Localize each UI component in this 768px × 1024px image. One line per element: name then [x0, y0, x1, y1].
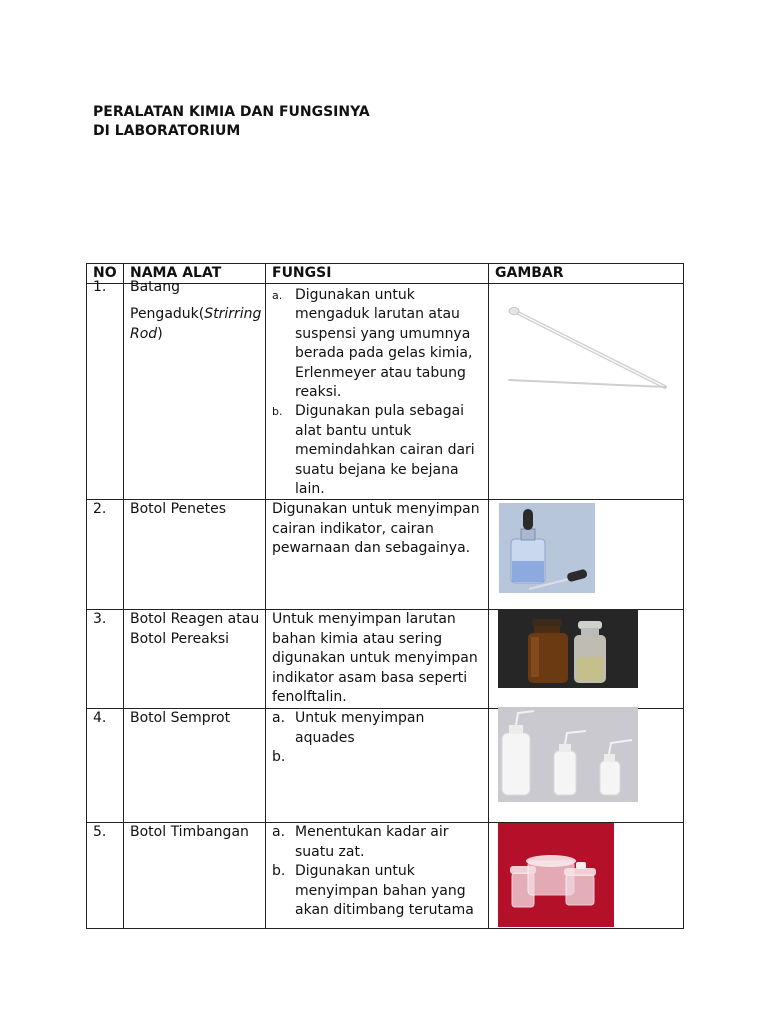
equipment-name: [124, 279, 266, 500]
function-cell: Untuk menyimpan larutan bahan kimia atau sering digunakan untuk menyimpan indikator asam basa seperti fenolftalin.: [266, 610, 489, 709]
row-number: 2.: [87, 500, 124, 610]
name-line: Pengaduk(Strirring: [130, 306, 262, 323]
header-image: GAMBAR: [489, 264, 684, 284]
list-item: b. Digunakan untuk menyimpan bahan yang akan ditimbang terutama: [272, 863, 474, 919]
row-number: 1.: [87, 284, 124, 500]
header-no: NO: [87, 264, 124, 284]
title-line-1: PERALATAN KIMIA DAN FUNGSINYA: [93, 104, 370, 120]
row-number: 3.: [87, 610, 124, 709]
name-line: Rod): [130, 325, 163, 342]
equipment-name: Botol Reagen atau Botol Pereaksi: [124, 610, 266, 709]
header-function: FUNGSI: [266, 264, 489, 284]
title-line-2: DI LABORATORIUM: [93, 123, 241, 139]
function-list: [272, 286, 484, 499]
equipment-name: Botol Timbangan: [124, 823, 266, 929]
document-title: [93, 103, 370, 141]
function-cell: [266, 284, 489, 500]
weighing-bottle-image: [498, 823, 614, 927]
list-item: a. Digunakan untuk mengaduk larutan atau suspensi yang umumnya berada pada gelas kimia, Erlenmeyer atau tabung reaksi.: [272, 287, 473, 401]
header-name: NAMA ALAT: [124, 264, 266, 284]
wash-bottle-image: [498, 707, 638, 802]
dropper-bottle-image: [499, 503, 595, 593]
list-item: b. Digunakan pula sebagai alat bantu untuk memindahkan cairan dari suatu bejana ke bejana lain.: [272, 403, 475, 498]
function-list: a. Untuk menyimpan aquades b.: [272, 709, 484, 748]
function-cell: Digunakan untuk menyimpan cairan indikator, cairan pewarnaan dan sebagainya.: [266, 500, 489, 610]
reagent-bottle-image: [498, 609, 638, 688]
function-cell: [266, 709, 489, 823]
list-item: a. Menentukan kadar air suatu zat.: [272, 824, 449, 860]
function-list: [272, 823, 484, 920]
name-line: Batang: [130, 279, 181, 295]
row-number: 5.: [87, 823, 124, 929]
function-cell: [266, 823, 489, 929]
row-number: 4.: [87, 709, 124, 823]
list-item: a. Untuk menyimpan aquades: [272, 710, 425, 746]
equipment-name: Botol Semprot: [124, 709, 266, 823]
stirring-rod-image: [503, 300, 673, 395]
equipment-name: Botol Penetes: [124, 500, 266, 610]
